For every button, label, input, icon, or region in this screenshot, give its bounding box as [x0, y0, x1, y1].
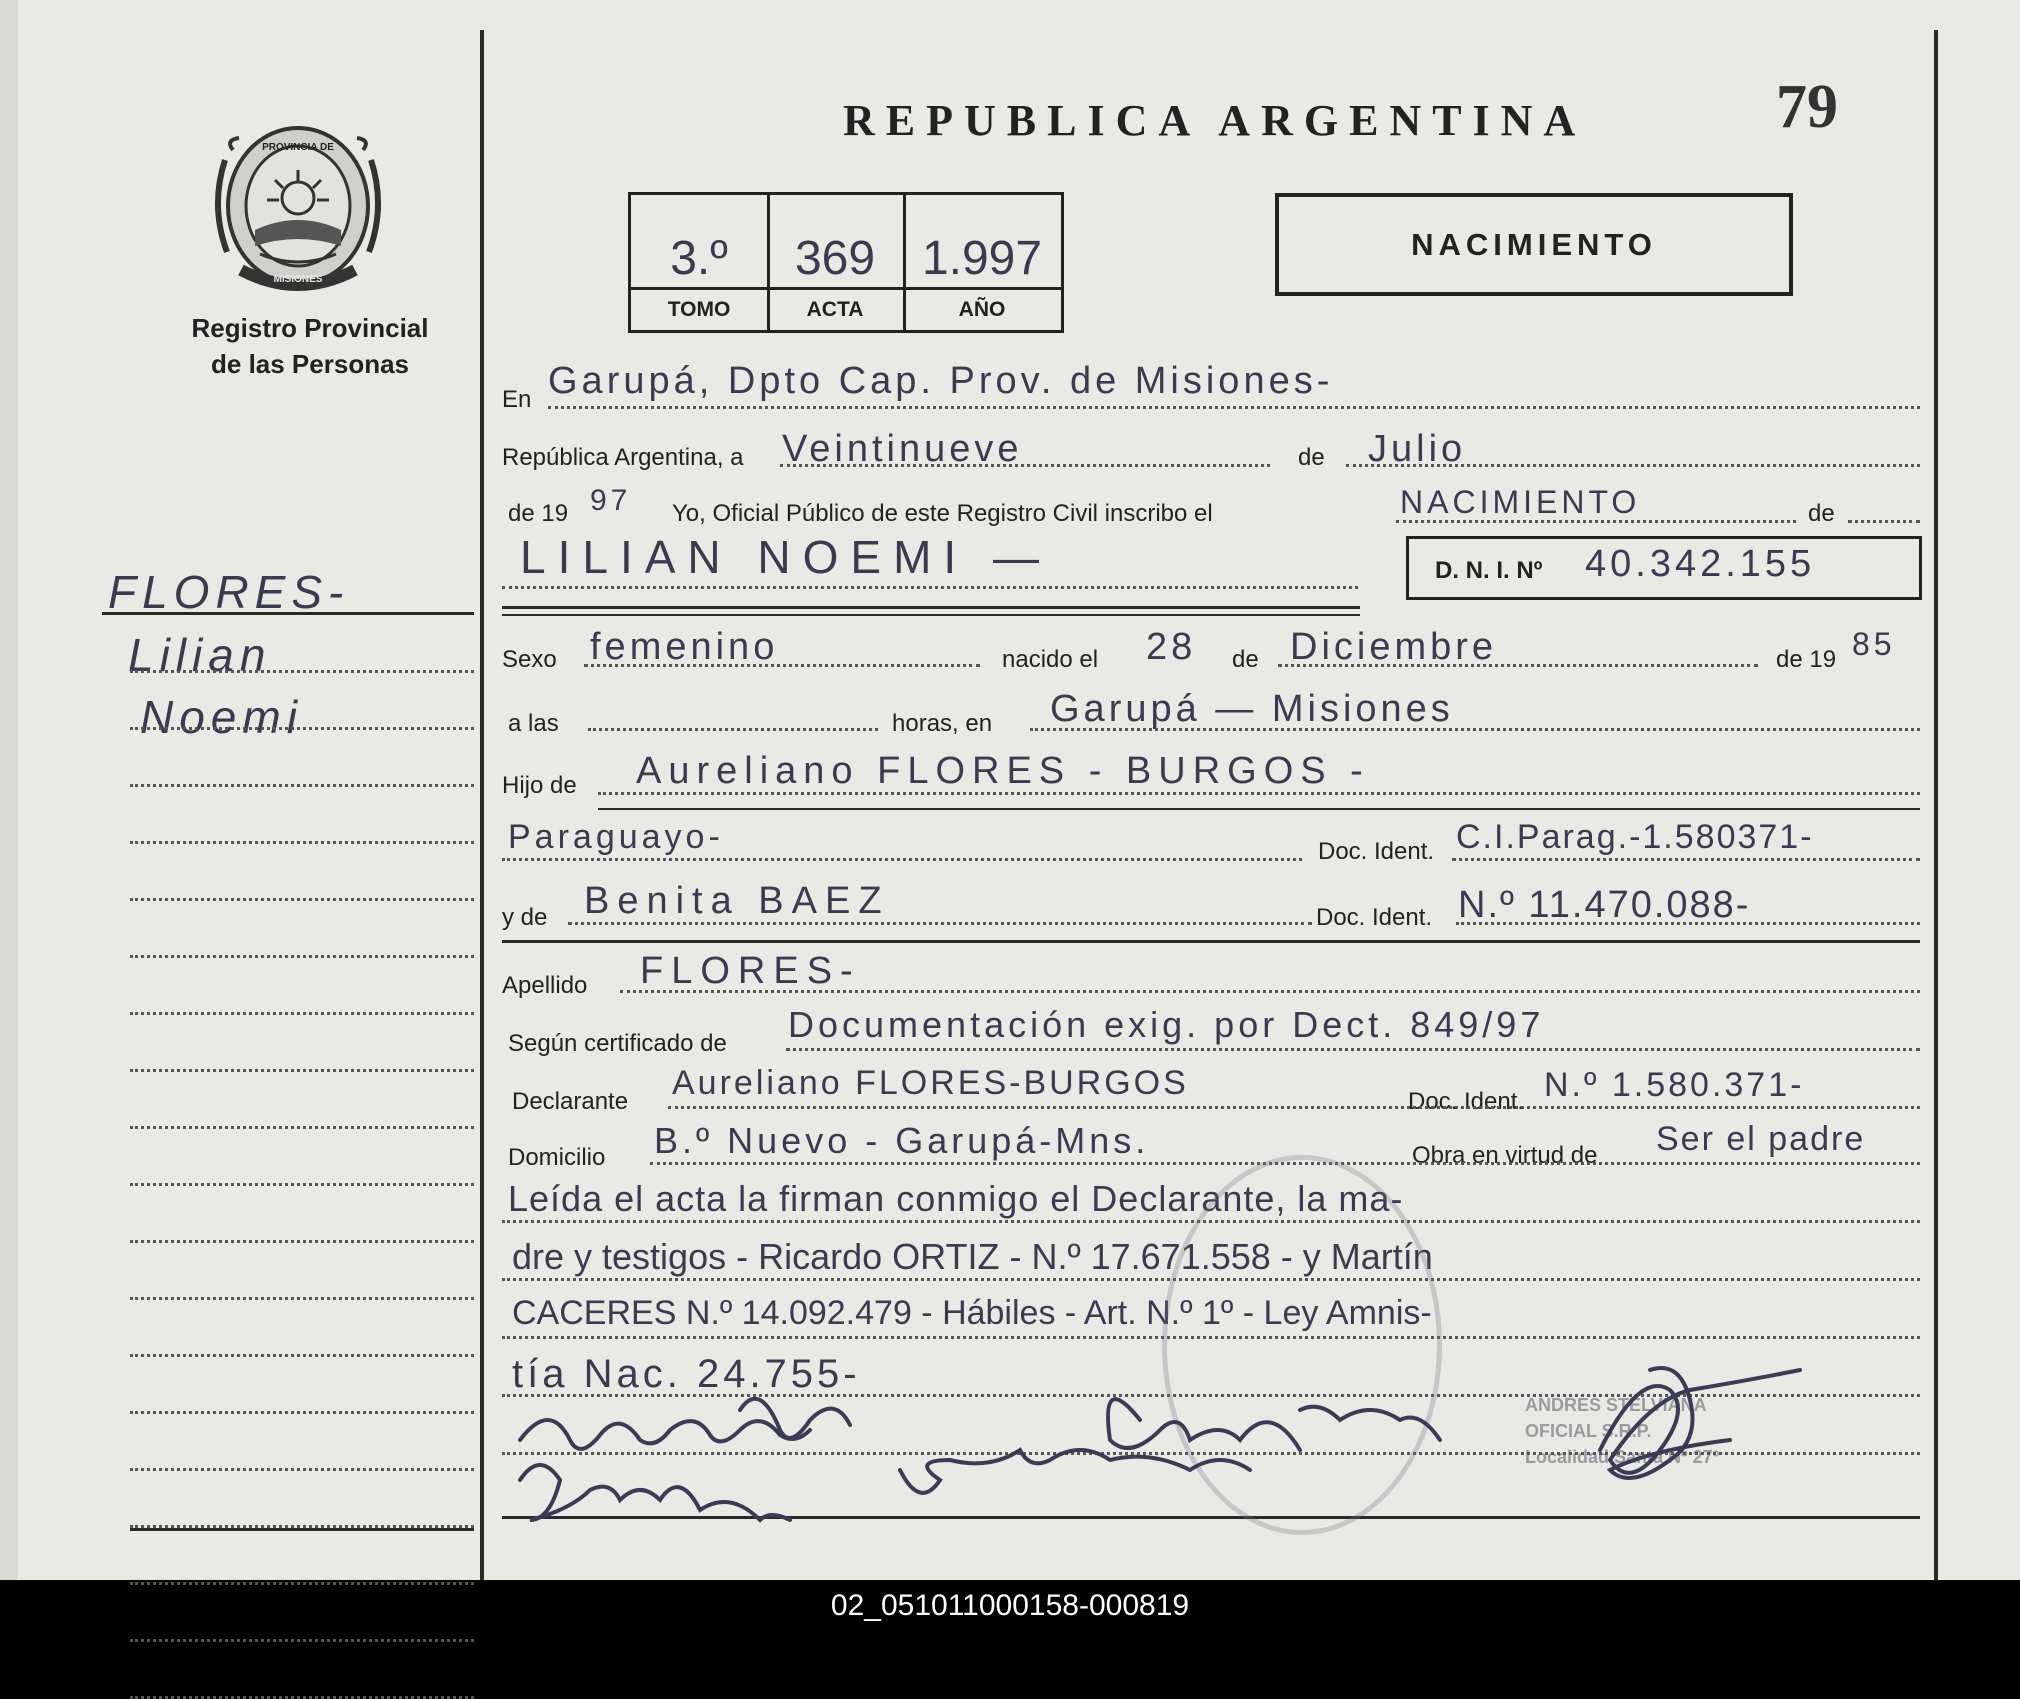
birth-year: 85	[1852, 626, 1896, 662]
tomo-label: TOMO	[667, 298, 731, 321]
dni-label: D. N. I. Nº	[1435, 557, 1543, 584]
mother-signature	[520, 1465, 790, 1520]
official-signature	[1600, 1368, 1800, 1478]
margin-second-name: Noemi	[140, 691, 303, 743]
registry-name	[120, 310, 500, 382]
signatures	[500, 1330, 1940, 1540]
apellido-dotted-line	[620, 990, 1920, 993]
observation-line-4: tía Nac. 24.755-	[512, 1352, 861, 1396]
page-number: 79	[1776, 73, 1838, 141]
birth-month: Diciembre	[1290, 626, 1498, 668]
inscribo-de-label: de	[1808, 500, 1835, 527]
en-label: En	[502, 386, 532, 413]
left-column-border	[480, 30, 484, 1580]
stamp-line-2: OFICIAL S.R.P.	[1525, 1421, 1652, 1441]
document-id: 02_051011000158-000819	[830, 1589, 1190, 1622]
anio-value: 1.997	[921, 232, 1043, 285]
margin-dotted-line	[130, 1354, 474, 1357]
margin-dotted-line	[130, 727, 474, 730]
hour-dotted-line	[588, 728, 878, 731]
registration-month: Julio	[1368, 428, 1467, 470]
margin-dotted-line	[130, 898, 474, 901]
inscribo-label: Yo, Oficial Público de este Registro Civil inscribo el	[672, 500, 1213, 527]
observation-line-3: CACERES N.º 14.092.479 - Hábiles - Art. N.º 1º - Ley Amnis-	[512, 1294, 1432, 1332]
margin-dotted-line	[130, 1240, 474, 1243]
margin-dotted-line	[130, 1411, 474, 1414]
birth-place: Garupá — Misiones	[1050, 688, 1454, 730]
registry-name-line2: de las Personas	[211, 349, 409, 379]
nacido-label: nacido el	[1002, 646, 1099, 673]
stamp-line-1: ANDRES STELVIANA	[1525, 1395, 1707, 1415]
country-title: REPUBLICA ARGENTINA	[843, 96, 1587, 145]
a-las-label: a las	[508, 710, 559, 737]
father-doc-label: Doc. Ident.	[1318, 838, 1435, 865]
father-dotted-line	[598, 792, 1920, 795]
declarante-name: Aureliano FLORES-BURGOS	[672, 1064, 1189, 1102]
margin-dotted-line	[130, 1639, 474, 1642]
margin-first-name: Lilian	[128, 629, 272, 681]
stamp-line-3: Localidad Santa Nº 27º	[1525, 1447, 1720, 1467]
birth-de-label: de	[1232, 646, 1259, 673]
obra-value: Ser el padre	[1656, 1120, 1866, 1158]
segun-dotted-line	[786, 1048, 1920, 1051]
place-of-registration: Garupá, Dpto Cap. Prov. de Misiones-	[548, 360, 1334, 402]
section-rule-1	[502, 606, 1360, 609]
margin-dotted-line	[130, 1468, 474, 1471]
mother-doc-dotted-line	[1456, 922, 1920, 925]
misiones-coat-of-arms-icon	[205, 120, 391, 292]
margin-surname: FLORES-	[108, 566, 350, 618]
acta-label: ACTA	[806, 298, 864, 321]
section-rule-1b	[502, 614, 1360, 616]
mother-doc-label: Doc. Ident.	[1316, 904, 1433, 931]
domicilio-value: B.º Nuevo - Garupá-Mns.	[654, 1120, 1150, 1161]
acta-value: 369	[794, 232, 876, 285]
witness-two-signature	[900, 1450, 1250, 1493]
birth-place-dotted-line	[1030, 728, 1920, 731]
section-rule-2	[502, 940, 1920, 943]
anio-cell	[903, 195, 1061, 330]
child-full-name: LILIAN NOEMI —	[520, 531, 1051, 583]
declarante-doc-number: N.º 1.580.371-	[1544, 1066, 1805, 1104]
mother-doc-number: N.º 11.470.088-	[1458, 884, 1751, 926]
yde-label: y de	[502, 904, 548, 931]
registration-year: 97	[590, 484, 632, 517]
inscribo-value: NACIMIENTO	[1400, 484, 1641, 520]
en-dotted-line	[548, 406, 1920, 409]
margin-dotted-line	[130, 1126, 474, 1129]
sexo-label: Sexo	[502, 646, 557, 673]
declarante-label: Declarante	[512, 1088, 629, 1115]
margin-rule-bottom	[130, 1528, 474, 1531]
republica-label: República Argentina, a	[502, 444, 744, 471]
margin-dotted-line	[130, 670, 474, 673]
margin-dotted-line	[130, 1297, 474, 1300]
declarant-signature	[520, 1399, 850, 1449]
seal-text-bottom: MISIONES	[273, 274, 323, 285]
register-box	[628, 192, 1064, 333]
act-type-box: NACIMIENTO	[1275, 193, 1793, 296]
tomo-value: 3.º	[670, 232, 728, 285]
segun-label: Según certificado de	[508, 1030, 727, 1057]
birth-month-dotted-line	[1278, 664, 1758, 667]
witness-one-signature	[1108, 1399, 1440, 1450]
acta-cell	[767, 195, 906, 330]
birth-year-prefix: de 19	[1776, 646, 1837, 673]
observation-line-2: dre y testigos - Ricardo ORTIZ - N.º 17.671.558 - y Martín	[512, 1236, 1433, 1277]
apellido-label: Apellido	[502, 972, 588, 999]
father-doc-number: C.I.Parag.-1.580371-	[1456, 818, 1814, 856]
birth-day: 28	[1146, 626, 1197, 668]
observation-line-1: Leída el acta la firman conmigo el Declarante, la ma-	[508, 1178, 1404, 1219]
sexo-dotted-line	[584, 664, 980, 667]
month-de-label: de	[1298, 444, 1325, 471]
tomo-cell	[631, 195, 770, 330]
hijo-label: Hijo de	[502, 772, 577, 799]
dni-number: 40.342.155	[1585, 543, 1816, 585]
apellido-value: FLORES-	[640, 950, 861, 992]
margin-dotted-line	[130, 841, 474, 844]
margin-dotted-line	[130, 784, 474, 787]
year-prefix: de 19	[508, 500, 569, 527]
name-dotted-line	[502, 586, 1358, 589]
mother-dotted-line	[568, 922, 1312, 925]
day-dotted-line	[780, 464, 1270, 467]
father-doc-dotted-line	[1452, 858, 1920, 861]
margin-dotted-line	[130, 1183, 474, 1186]
father-name: Aureliano FLORES - BURGOS -	[636, 750, 1370, 792]
father-rule	[598, 808, 1920, 810]
anio-label: AÑO	[958, 298, 1006, 321]
father-nationality: Paraguayo-	[508, 818, 724, 856]
obra-label: Obra en virtud de	[1412, 1142, 1598, 1169]
declarante-dotted-line	[668, 1106, 1920, 1109]
sheet-edge	[0, 0, 18, 1580]
mother-name: Benita BAEZ	[584, 880, 890, 922]
declarante-doc-label: Doc. Ident.	[1408, 1088, 1525, 1115]
inscribo-dotted-line	[1396, 520, 1796, 523]
margin-dotted-line	[130, 1069, 474, 1072]
registration-day: Veintinueve	[782, 428, 1023, 470]
registry-name-line1: Registro Provincial	[191, 313, 429, 343]
seal-text-top: PROVINCIA DE	[262, 142, 334, 153]
dni-box	[1406, 536, 1922, 600]
segun-value: Documentación exig. por Dect. 849/97	[788, 1004, 1545, 1045]
margin-dotted-line	[130, 1012, 474, 1015]
nationality-dotted-line	[502, 858, 1302, 861]
sexo-value: femenino	[590, 626, 779, 668]
horas-label: horas, en	[892, 710, 993, 737]
margin-dotted-line	[130, 955, 474, 958]
month-dotted-line	[1346, 464, 1920, 467]
inscribo-de-dotted-line	[1848, 520, 1920, 523]
domicilio-label: Domicilio	[508, 1144, 606, 1171]
